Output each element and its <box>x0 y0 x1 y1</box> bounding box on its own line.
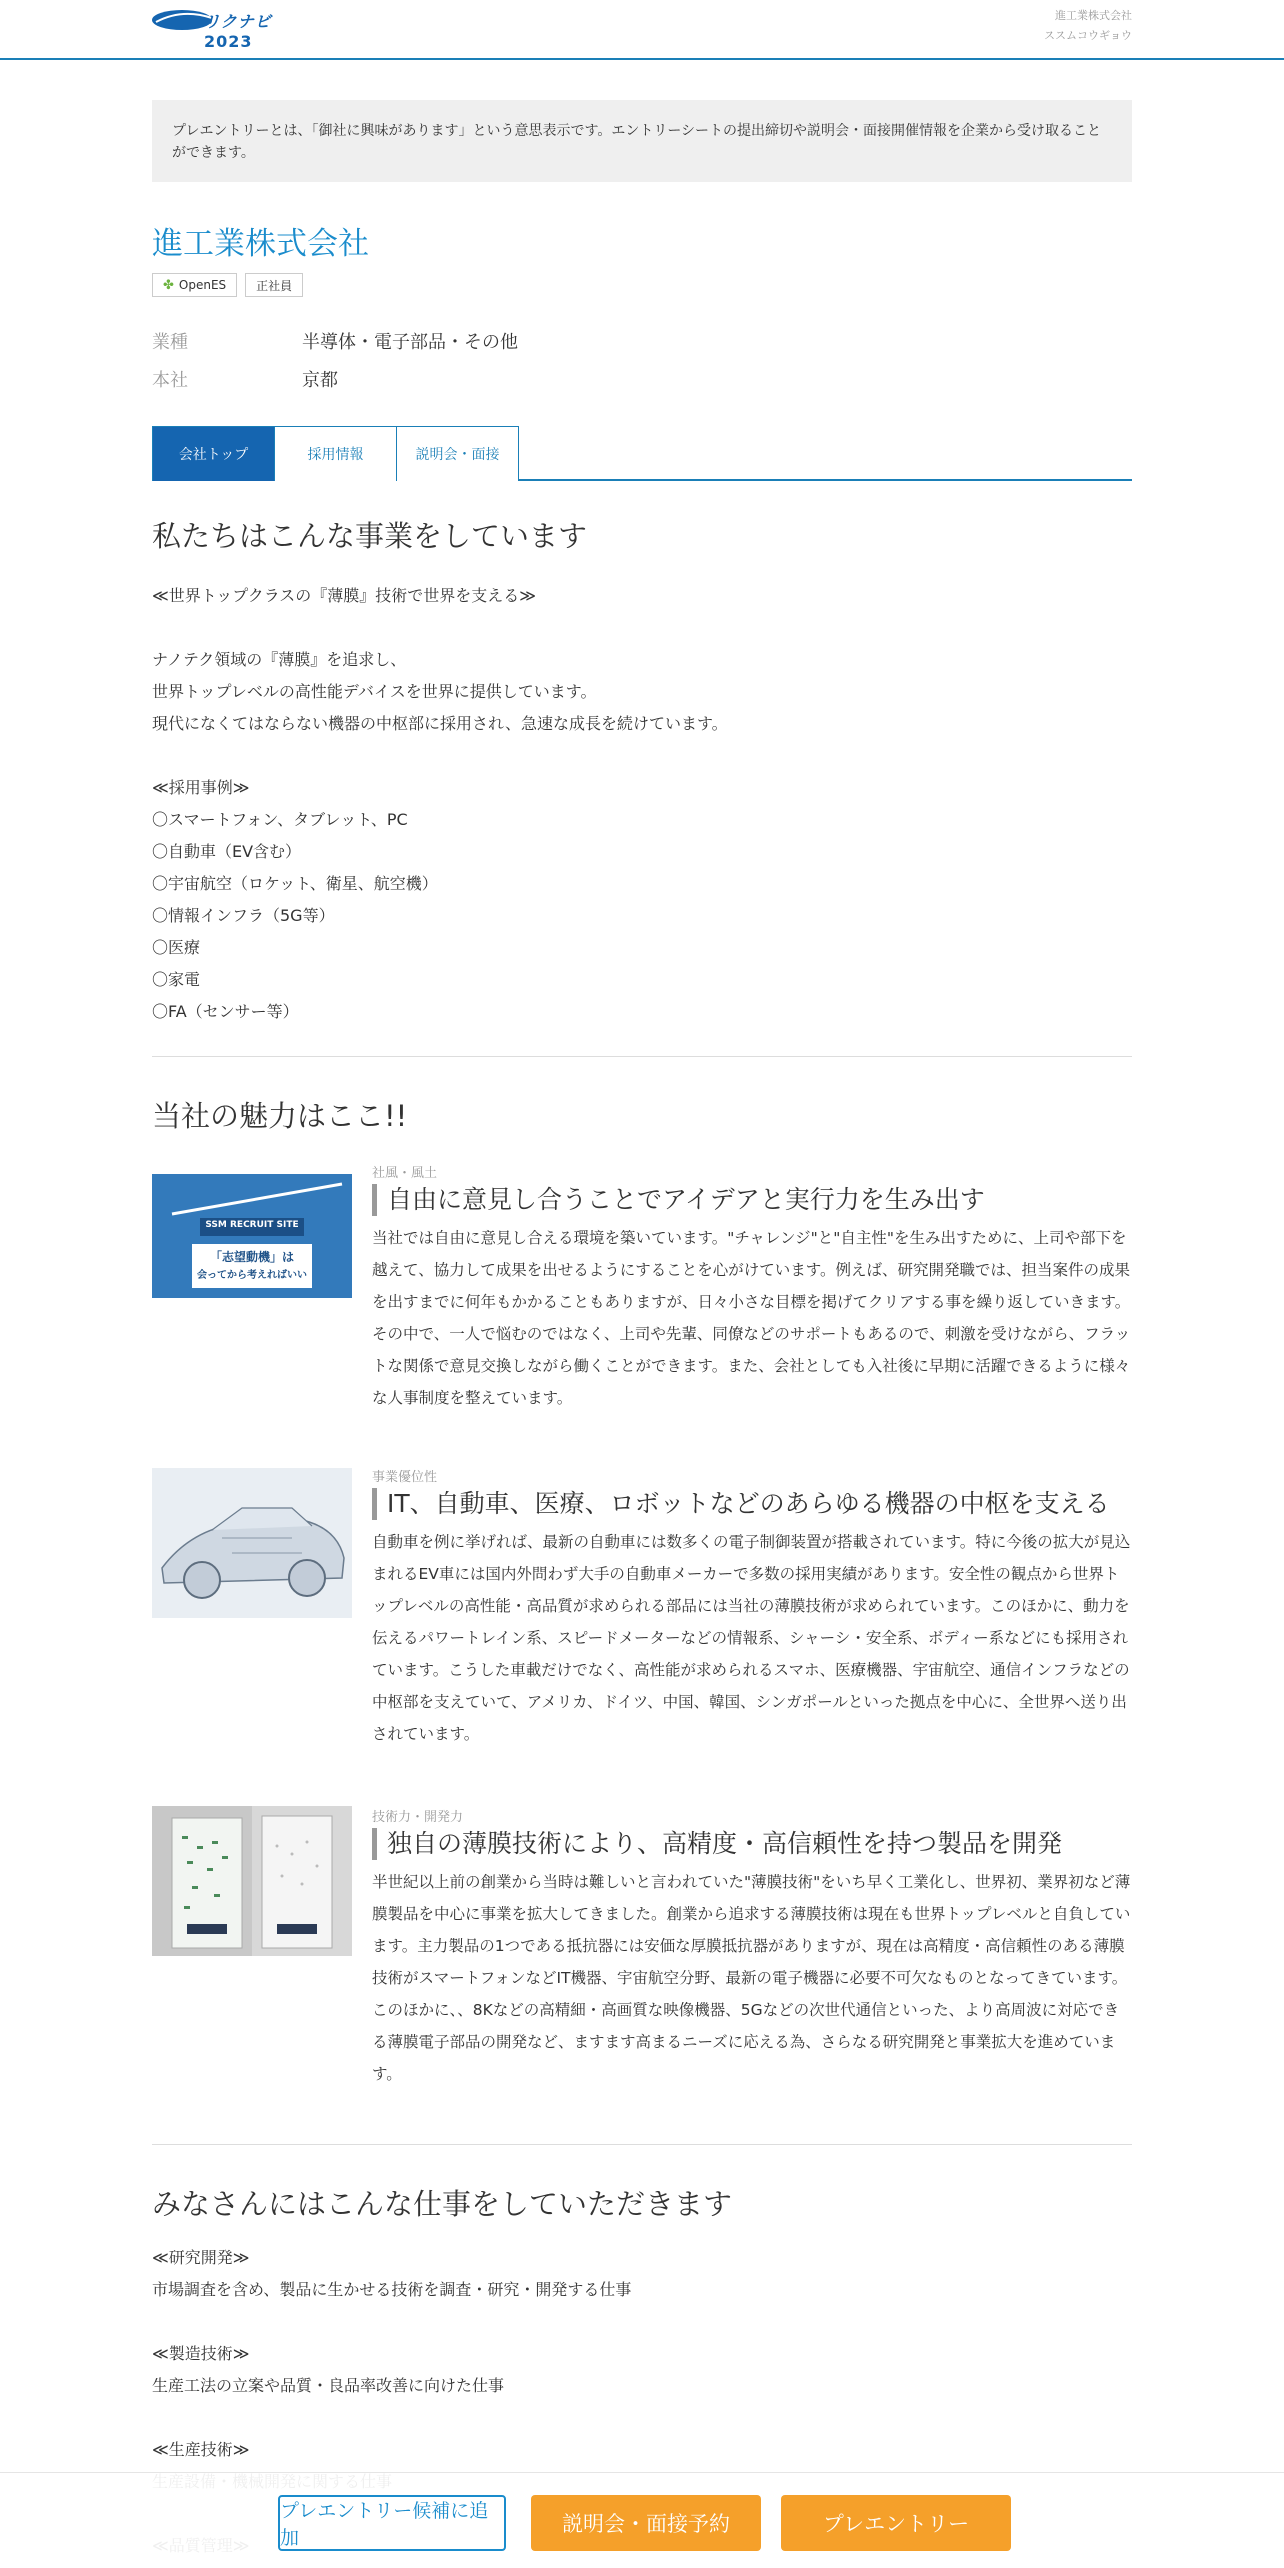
pre-entry-notice: プレエントリーとは、「御社に興味があります」という意思表示です。エントリーシートの提出締切や説明会・面接開催情報を企業から受け取ることができます。 <box>152 100 1132 182</box>
company-tags <box>152 273 303 297</box>
appeal-text: 当社では自由に意見し合える環境を築いています。"チャレンジ"と"自主性"を生み出すために、上司や部下を越えて、協力して成果を出せるようにすることを心がけています。例えば、研究開発職では、担当案件の成果を出すまでに何年もかかることもありますが、日々小さな目標を掲げてクリアする事を繰り返していきます。その中で、一人で悩むのではなく、上司や先輩、同僚などのサポートもあるので、刺激を受けながら、フラットな関係で意見交換しながら働くことができます。また、会社としても入社後に早期に活躍できるように様々な人事制度を整えています。 <box>372 1229 1131 1407</box>
hq-row <box>152 360 518 398</box>
appeal-title: 自由に意見し合うことでアイデアと実行力を生み出す <box>372 1184 1132 1216</box>
pre-entry-button[interactable]: プレエントリー <box>781 2495 1011 2551</box>
appeal-image-products <box>152 1806 352 1956</box>
appeal-category: 社風・風土 <box>372 1166 438 1181</box>
company-info <box>152 322 518 398</box>
logo-text: リクナビ 2023 <box>204 12 272 51</box>
appeal-body <box>372 1162 1132 1414</box>
appeal-text: 半世紀以上前の創業から当時は難しいと言われていた"薄膜技術"をいち早く工業化し、世界初、業界初など薄膜製品を中心に事業を拡大してきました。創業から追求する薄膜技術は現在も世界トップレベルと自負しています。主力製品の1つである抵抗器には安価な厚膜抵抗器がありますが、現在は高精度・高信頼性のある薄膜技術がスマートフォンなどIT機器、宇宙航空分野、最新の電子機器に必要不可欠なものとなってきています。このほかに、、8Kなどの高精細・高画質な映像機器、5Gなどの次世代通信といった、より高周波に対応できる薄膜電子部品の開発など、ますます高まるニーズに応える為、さらなる研究開発と事業拡大を進めています。 <box>372 1873 1131 2083</box>
work-text: ≪研究開発≫ 市場調査を含め、製品に生かせる技術を調査・研究・開発する仕事 ≪製造技術≫ 生産工法の立案や品質・良品率改善に向けた仕事 ≪生産技術≫ <box>152 2248 632 2459</box>
add-to-candidates-button[interactable]: プレエントリー候補に追加 <box>278 2495 506 2551</box>
hq-label: 本社 <box>152 370 188 391</box>
header-company-kana: ススムコウギョウ <box>1044 29 1132 42</box>
image-banner-text: SSM RECRUIT SITE <box>205 1220 299 1230</box>
tab-recruit-info[interactable]: 採用情報 <box>274 426 397 481</box>
clover-icon: ✤ <box>163 277 174 293</box>
appeal-text: 自動車を例に挙げれば、最新の自動車には数多くの電子制御装置が搭載されています。特に今後の拡大が見込まれるEV車には国内外問わず大手の自動車メーカーで多数の採用実績があります。安全性の観点から世界トップレベルの高性能・高品質が求められる部品には当社の薄膜技術が求められています。このほかに、動力を伝えるパワートレイン系、スピードメーターなどの情報系、シャーシ・安全系、ボディー系などにも採用されています。こうした車載だけでなく、高性能が求められるスマホ、医療機器、宇宙航空、通信インフラなどの中枢部を支えていて、アメリカ、ドイツ、中国、韓国、シンガポールといった拠点を中心に、全世界へ送り出されています。 <box>372 1533 1131 1743</box>
work-heading: みなさんにはこんな仕事をしていただきます <box>152 2187 733 2221</box>
appeal-title: IT、自動車、医療、ロボットなどのあらゆる機器の中枢を支える <box>372 1488 1132 1520</box>
tag-fulltime: 正社員 <box>245 273 303 297</box>
hq-value: 京都 <box>302 370 338 391</box>
tab-company-top[interactable]: 会社トップ <box>152 426 275 481</box>
appeal-image-recruit-site <box>152 1174 352 1298</box>
industry-label: 業種 <box>152 332 188 353</box>
company-name: 進工業株式会社 <box>152 226 369 262</box>
section-divider <box>152 1056 1132 1057</box>
industry-row <box>152 322 518 360</box>
seminar-reservation-button[interactable]: 説明会・面接予約 <box>531 2495 761 2551</box>
section-divider <box>152 2144 1132 2145</box>
appeal-body <box>372 1466 1132 1750</box>
appeal-image-car <box>152 1468 352 1618</box>
appeal-title: 独自の薄膜技術により、高精度・高信頼性を持つ製品を開発 <box>372 1828 1132 1860</box>
tag-openes: ✤ OpenES <box>152 273 237 297</box>
tab-seminar[interactable]: 説明会・面接 <box>396 426 519 481</box>
bottom-action-bar <box>0 2472 1284 2568</box>
header-company-info <box>1044 6 1132 46</box>
image-caption-line2: 会ってから考えればいい <box>197 1270 307 1281</box>
appeal-category: 事業優位性 <box>372 1470 438 1485</box>
header-company-name: 進工業株式会社 <box>1055 9 1132 22</box>
image-caption-line1: 「志望動機」は <box>209 1250 294 1264</box>
appeal-heading: 当社の魅力はここ!! <box>152 1099 408 1133</box>
appeal-body <box>372 1806 1132 2090</box>
company-tabs <box>152 426 1132 481</box>
rikunabi-logo[interactable] <box>152 6 302 51</box>
appeal-category: 技術力・開発力 <box>372 1810 464 1825</box>
site-header <box>0 0 1284 60</box>
business-heading: 私たちはこんな事業をしています <box>152 519 588 553</box>
business-text: ≪世界トップクラスの『薄膜』技術で世界を支える≫ ナノテク領域の『薄膜』を追求し、 世界トップレベルの高性能デバイスを世界に提供しています。 現代になくてはならない機器の中枢部に採用され、急速な成長を続けています。 ≪採用事例≫ 〇スマートフォン、タブレット、PC 〇自動車（EV含む） 〇宇宙航空（ロケット、衛星、航空機） 〇情報インフラ（5G等） 〇医療 〇家電 〇FA（センサー等） <box>152 586 728 1021</box>
industry-value: 半導体・電子部品・その他 <box>302 332 518 353</box>
